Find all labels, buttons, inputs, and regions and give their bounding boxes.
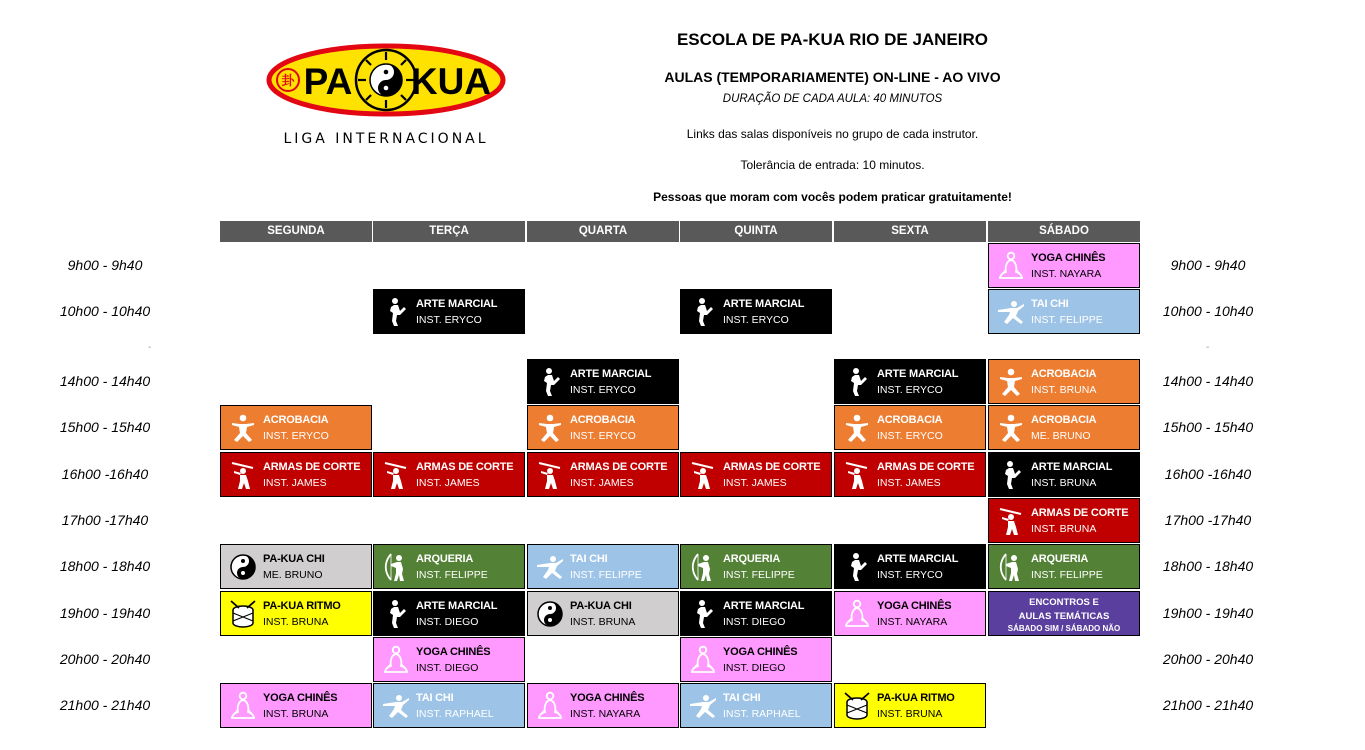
martial-kick-icon [382,297,410,327]
day-header-sexta: SEXTA [834,221,986,242]
time-label-left: 19h00 - 19h40 [59,605,151,621]
martial-kick-icon [536,367,564,397]
class-cell [680,683,832,728]
sword-icon [229,460,257,490]
class-title: ACROBACIA [1031,414,1097,426]
tai-chi-icon [536,552,564,582]
class-title: TAI CHI [416,692,454,704]
day-header-sabado: SÁBADO [988,221,1140,242]
class-instructor: INST. DIEGO [723,616,786,628]
drum-icon [229,599,257,629]
class-instructor: INST. DIEGO [416,616,479,628]
class-cell [373,289,525,334]
class-cell [680,452,832,497]
meditation-icon [229,691,257,721]
sword-icon [382,460,410,490]
class-instructor: ME. BRUNO [263,569,323,581]
class-instructor: INST. ERYCO [723,314,789,326]
tai-chi-icon [382,691,410,721]
time-label-right: 17h00 -17h40 [1164,512,1252,528]
class-cell [988,289,1140,334]
class-title: ACROBACIA [263,414,329,426]
class-instructor: INST. FELIPPE [1031,314,1103,326]
class-instructor: INST. RAPHAEL [416,708,494,720]
meditation-icon [689,645,717,675]
day-header-quinta: QUINTA [680,221,832,242]
class-cell [220,591,372,636]
class-instructor: INST. ERYCO [877,430,943,442]
class-instructor: INST. NAYARA [1031,268,1102,280]
class-cell [220,544,372,589]
class-title: YOGA CHINÊS [416,646,491,658]
day-header-segunda: SEGUNDA [220,221,372,242]
class-cell [527,683,679,728]
event-cell [988,591,1140,636]
class-title: ARTE MARCIAL [723,298,805,310]
class-instructor: INST. DIEGO [723,662,786,674]
pa-kua-logo [266,42,506,148]
martial-kick-icon [997,460,1025,490]
sword-icon [997,506,1025,536]
archer-icon [689,552,717,582]
time-label-left: 17h00 -17h40 [61,512,149,528]
class-title: PA-KUA RITMO [263,600,341,612]
class-instructor: INST. ERYCO [877,569,943,581]
time-label-left: 18h00 - 18h40 [59,558,151,574]
class-instructor: INST. JAMES [723,477,787,489]
class-instructor: INST. FELIPPE [723,569,795,581]
sword-icon [689,460,717,490]
class-instructor: INST. ERYCO [570,384,636,396]
martial-kick-icon [382,599,410,629]
yin-yang-icon [229,552,257,582]
class-cell [373,544,525,589]
sword-icon [843,460,871,490]
links-note: Links das salas disponíveis no grupo de cada instrutor. [686,127,979,141]
class-instructor: INST. ERYCO [877,384,943,396]
class-title: YOGA CHINÊS [877,600,952,612]
acrobatics-icon [997,367,1025,397]
class-title: YOGA CHINÊS [570,692,645,704]
yin-yang-icon [536,599,564,629]
class-cell [527,544,679,589]
class-title: TAI CHI [723,692,761,704]
class-instructor: INST. JAMES [570,477,634,489]
day-header-terca: TERÇA [373,221,525,242]
class-title: TAI CHI [1031,298,1069,310]
meditation-icon [382,645,410,675]
class-title: ARTE MARCIAL [1031,461,1113,473]
class-title: ACROBACIA [570,414,636,426]
class-title: YOGA CHINÊS [263,692,338,704]
class-cell [680,544,832,589]
class-instructor: INST. BRUNA [263,708,329,720]
class-duration: DURAÇÃO DE CADA AULA: 40 MINUTOS [722,93,943,105]
day-header-quarta: QUARTA [527,221,679,242]
time-label-left: 14h00 - 14h40 [59,373,151,389]
class-cell [834,359,986,404]
class-title: ACROBACIA [1031,368,1097,380]
event-line-1: ENCONTROS E [1029,597,1099,608]
svg-text:LIGA INTERNACIONAL: LIGA INTERNACIONAL [283,131,489,147]
class-instructor: INST. FELIPPE [1031,569,1103,581]
class-cell [527,452,679,497]
class-title: ARQUERIA [723,553,781,565]
meditation-icon [843,599,871,629]
time-label-right: 14h00 - 14h40 [1162,373,1254,389]
martial-kick-icon [689,297,717,327]
class-instructor: INST. BRUNA [263,616,329,628]
time-label-right: 15h00 - 15h40 [1162,419,1254,435]
class-title: ARQUERIA [416,553,474,565]
time-label-left: 10h00 - 10h40 [59,303,151,319]
acrobatics-icon [536,413,564,443]
time-label-right: 10h00 - 10h40 [1162,303,1254,319]
class-cell [834,683,986,728]
class-instructor: INST. RAPHAEL [723,708,801,720]
class-title: ARMAS DE CORTE [570,461,668,473]
martial-kick-icon [843,552,871,582]
meditation-icon [536,691,564,721]
time-label-left: 21h00 - 21h40 [59,697,151,713]
class-title: ARTE MARCIAL [570,368,652,380]
page-subtitle: AULAS (TEMPORARIAMENTE) ON-LINE - AO VIVO [664,69,1001,85]
drum-icon [843,691,871,721]
acrobatics-icon [843,413,871,443]
class-cell [220,683,372,728]
svg-text:卦: 卦 [281,74,295,89]
class-title: ARMAS DE CORTE [1031,507,1129,519]
free-practice-note: Pessoas que moram com vocês podem praticar gratuitamente! [653,190,1012,204]
class-cell [988,452,1140,497]
meditation-icon [997,251,1025,281]
time-label-left: 9h00 - 9h40 [67,257,143,273]
class-instructor: INST. FELIPPE [570,569,642,581]
row-separator-right: - [1206,342,1210,353]
class-title: PA-KUA CHI [263,553,325,565]
class-title: YOGA CHINÊS [723,646,798,658]
class-instructor: INST. BRUNA [1031,523,1097,535]
class-instructor: INST. BRUNA [570,616,636,628]
class-title: ARQUERIA [1031,553,1089,565]
time-label-left: 16h00 -16h40 [61,466,149,482]
class-cell [988,359,1140,404]
time-label-right: 21h00 - 21h40 [1162,697,1254,713]
class-cell [220,452,372,497]
archer-icon [997,552,1025,582]
class-title: ARTE MARCIAL [877,553,959,565]
class-cell [834,452,986,497]
archer-icon [382,552,410,582]
class-instructor: INST. DIEGO [416,662,479,674]
time-label-right: 20h00 - 20h40 [1162,651,1254,667]
class-instructor: INST. BRUNA [1031,477,1097,489]
class-title: TAI CHI [570,553,608,565]
page-title: ESCOLA DE PA-KUA RIO DE JANEIRO [676,30,989,49]
class-instructor: ME. BRUNO [1031,430,1091,442]
class-instructor: INST. BRUNA [1031,384,1097,396]
class-cell [527,591,679,636]
time-label-right: 9h00 - 9h40 [1170,257,1246,273]
class-instructor: INST. ERYCO [416,314,482,326]
class-cell [373,683,525,728]
martial-kick-icon [689,599,717,629]
class-instructor: INST. JAMES [416,477,480,489]
class-cell [988,498,1140,543]
tai-chi-icon [997,297,1025,327]
class-cell [527,405,679,450]
time-label-left: 15h00 - 15h40 [59,419,151,435]
class-instructor: INST. BRUNA [877,708,943,720]
class-title: ARTE MARCIAL [416,600,498,612]
class-title: ARTE MARCIAL [723,600,805,612]
class-instructor: INST. JAMES [263,477,327,489]
class-title: ACROBACIA [877,414,943,426]
class-title: PA-KUA RITMO [877,692,955,704]
martial-kick-icon [843,367,871,397]
class-cell [680,637,832,682]
class-title: YOGA CHINÊS [1031,252,1106,264]
time-label-left: 20h00 - 20h40 [59,651,151,667]
time-label-right: 18h00 - 18h40 [1162,558,1254,574]
class-instructor: INST. JAMES [877,477,941,489]
class-cell [988,405,1140,450]
class-cell [373,591,525,636]
logo-text-left: PA [303,61,353,102]
class-cell [527,359,679,404]
class-cell [834,544,986,589]
row-separator-left: - [148,342,152,353]
acrobatics-icon [229,413,257,443]
class-instructor: INST. NAYARA [877,616,948,628]
class-title: ARMAS DE CORTE [877,461,975,473]
class-cell [373,637,525,682]
event-line-3: SÁBADO SIM / SÁBADO NÃO [1007,624,1121,633]
class-title: ARTE MARCIAL [877,368,959,380]
class-cell [220,405,372,450]
class-instructor: INST. ERYCO [263,430,329,442]
sword-icon [536,460,564,490]
class-cell [988,544,1140,589]
class-instructor: INST. FELIPPE [416,569,488,581]
class-cell [834,405,986,450]
tolerance-note: Tolerância de entrada: 10 minutos. [740,158,925,172]
class-instructor: INST. ERYCO [570,430,636,442]
class-cell [680,289,832,334]
time-label-right: 19h00 - 19h40 [1162,605,1254,621]
class-title: ARTE MARCIAL [416,298,498,310]
class-cell [373,452,525,497]
tai-chi-icon [689,691,717,721]
class-title: ARMAS DE CORTE [723,461,821,473]
acrobatics-icon [997,413,1025,443]
class-cell [834,591,986,636]
event-line-2: AULAS TEMÁTICAS [1018,611,1110,622]
class-title: ARMAS DE CORTE [263,461,361,473]
class-title: ARMAS DE CORTE [416,461,514,473]
class-instructor: INST. NAYARA [570,708,641,720]
logo-text-right: KUA [410,61,492,102]
time-label-right: 16h00 -16h40 [1164,466,1252,482]
class-cell [988,243,1140,288]
class-title: PA-KUA CHI [570,600,632,612]
class-cell [680,591,832,636]
